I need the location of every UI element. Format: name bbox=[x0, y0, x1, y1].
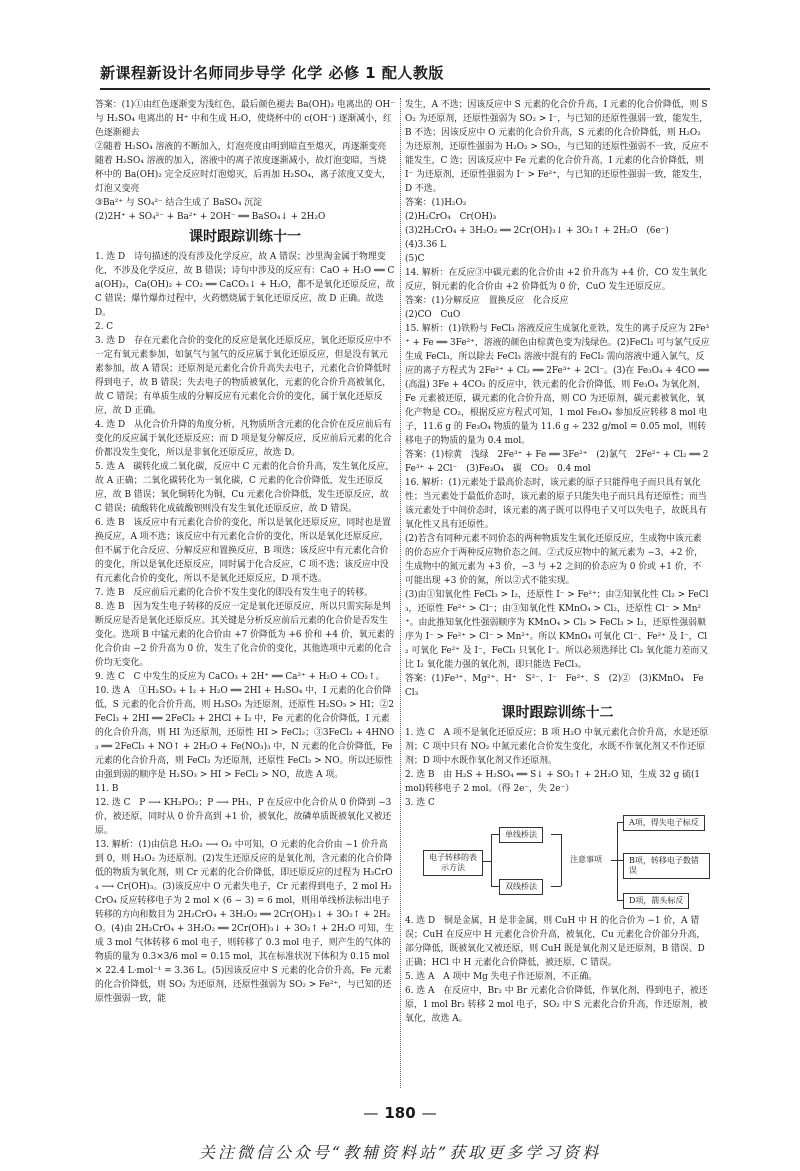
flow-connector bbox=[483, 861, 491, 862]
flow-branch-box: 双线桥法 bbox=[499, 879, 543, 895]
list-item: 答案：(1)Fe³⁺、Mg²⁺、H⁺ S²⁻、I⁻ Fe²⁺、S (2)② (3)KMnO₄ FeCl₃ bbox=[405, 674, 704, 698]
flow-connector bbox=[617, 822, 618, 900]
list-item: (3)2H₂CrO₄ + 3H₂O₂ ══ 2Cr(OH)₃↓ + 3O₂↑ + 2H₂O (6e⁻) bbox=[405, 226, 669, 236]
list-item: 11. B bbox=[95, 784, 119, 794]
list-item: 4. 选 D 从化合价升降的角度分析，凡物质所含元素的化合价在反应前后有变化的反应属于氧化还原反应；而 D 项是复分解反应，反应前后元素的化合价都没发生变化，所以是非氧化还原反应，故选 D。 bbox=[95, 420, 392, 458]
list-item: 6. 选 B 该反应中有元素化合价的变化，所以是氧化还原反应，同时也是置换反应，A 项不选；该反应中有元素化合价的变化，所以是氧化还原反应，但不属于化合反应、分解反应和置换反应，B 项选；该反应中有元素化合价的变化，所以是氧化还原反应，同时属于化合反应，C 项不选；该反应中没有元素化合价的变化，所以不是氧化还原反应，D 项不选。 bbox=[95, 518, 391, 584]
flow-note-box: A项，得失电子标反 bbox=[623, 815, 705, 831]
list-item: 3. 选 C bbox=[405, 798, 435, 808]
section-title: 课时跟踪训练十二 bbox=[501, 705, 614, 721]
list-item: 发生，A 不选；因该反应中 S 元素的化合价升高，I 元素的化合价降低，则 SO₂ 为还原剂，还原性强弱为 SO₂ > I⁻，与已知的还原性强弱一致，能发生，B 不选；因该反应中 O 元素的化合价升高，S 元素的化合价降低，则 H₂O₂ 为还原剂，还原性强弱为 H₂O₂ > SO₂，与已知的还原性强弱不一致，反应不能发生，C 选；因该反应中 Fe 元素的化合价升高，I 元素的化合价降低，则 I⁻ 为还原剂，还原性强弱为 I⁻ > Fe²⁺，与已知的还原性强弱一致，能发生，D 不选。 bbox=[405, 100, 709, 194]
flow-note-box: B项，转移电子数错误 bbox=[623, 853, 710, 879]
flow-connector bbox=[551, 834, 561, 835]
list-item: 答案：(1)分解反应 置换反应 化合反应 bbox=[405, 296, 569, 306]
list-item: 2. C bbox=[95, 322, 114, 332]
list-item: 5. 选 A A 项中 Mg 失电子作还原剂，不正确。 bbox=[405, 972, 598, 982]
list-item: 15. 解析：(1)铁粉与 FeCl₃ 溶液反应生成氯化亚铁，发生的离子反应为 2Fe³⁺ + Fe ══ 3Fe²⁺，溶液的颜色由棕黄色变为浅绿色。(2)FeCl₂ 可与氯气反应生成 FeCl₃，所以除去 FeCl₃ 溶液中混有的 FeCl₂ 需向溶液中通入氯气，反应的离子方程式为 2Fe²⁺ + Cl₂ ══ 2Fe³⁺ + 2Cl⁻。(3)在 Fe₃O₄ + 4CO ══(高温) 3Fe + 4CO₂ 的反应中，铁元素的化合价降低，则 Fe₃O₄ 为氧化剂，Fe 元素被还原，碳元素的化合价升高，则 CO 为还原剂，碳元素被氧化，氧化产物是 CO₂，根据反应方程式可知，1 mol Fe₃O₄ 参加反应转移 8 mol 电子，11.6 g 的 Fe₃O₄ 物质的量为 11.6 g ÷ 232 g/mol = 0.05 mol，则转移电子的物质的量为 0.4 mol。 bbox=[405, 324, 710, 446]
list-item: 7. 选 B 反应前后元素的化合价不发生变化的即没有发生电子的转移。 bbox=[95, 588, 374, 598]
list-item: 13. 解析：(1)由信息 H₂O₂ ⟶ O₂ 中可知，O 元素的化合价由 −1 价升高到 0，则 H₂O₂ 为还原剂。(2)发生还原反应的是氧化剂，含元素的化合价降低的物质为氧化剂，则 Cr 元素的化合价降低，即还原反应的过程为 H₂CrO₄ ⟶ Cr(OH)₃。(3)该反应中 O 元素失电子，Cr 元素得到电子，2 mol H₂CrO₄ 反应转移电子为 2 mol × (6 − 3) = 6 mol，则用单线桥法标出电子转移的方向和数目为 2H₂CrO₄ + 3H₂O₂ ══ 2Cr(OH)₃↓ + 3O₂↑ + 2H₂O。(4)由 2H₂CrO₄ + 3H₂O₂ ══ 2Cr(OH)₃↓ + 3O₂↑ + 2H₂O 可知，生成 3 mol 气体转移 6 mol 电子，则转移了 0.3 mol 电子，则产生的气体的物质的量为 0.3×3/6 mol = 0.15 mol，其在标准状况下体积为 0.15 mol × 22.4 L·mol⁻¹ = 3.36 L。(5)因该反应中 S 元素的化合价升高，Fe 元素的化合价降低，则 SO₂ 为还原剂，还原性强弱为 SO₂ > Fe²⁺，与已知的还原性强弱一致，能 bbox=[95, 840, 394, 1004]
list-item: 1. 选 C A 项不是氧化还原反应；B 项 H₂O 中氧元素化合价升高，水是还原剂；C 项中只有 NO₂ 中氮元素化合价发生变化，水既不作氧化剂又不作还原剂；D 项中水既作氧化剂又作还原剂。 bbox=[405, 728, 709, 766]
list-item: 9. 选 C C 中发生的反应为 CaCO₃ + 2H⁺ ══ Ca²⁺ + H₂O + CO₂↑。 bbox=[95, 672, 385, 682]
list-item: (2)H₂CrO₄ Cr(OH)₃ bbox=[405, 212, 497, 222]
left-column bbox=[95, 98, 395, 1098]
flow-diagram bbox=[423, 814, 710, 910]
list-item: 12. 选 C P ⟶ KH₂PO₂；P ⟶ PH₃，P 在反应中化合价从 0 价降到 −3 价，被还原，同时从 0 价升高到 +1 价，被氧化，故磷单质既被氧化又被还原。 bbox=[95, 798, 392, 836]
list-item: (2)若含有同种元素不同价态的两种物质发生氧化还原反应，生成物中该元素的价态应介于两种反应物价态之间。②式反应物中的氮元素为 −3、+2 价，生成物中的氮元素为 +3 价，−3 与 +2 之间的价态应为 0 价或 +1 价，不可能出现 +3 价的氮，所以②式不能实现。 bbox=[405, 534, 704, 586]
flow-connector bbox=[491, 834, 499, 835]
page-header bbox=[100, 60, 710, 90]
list-item: 2. 选 B 由 H₂S + H₂SO₄ ══ S↓ + SO₂↑ + 2H₂O 知，生成 32 g 硫(1 mol)转移电子 2 mol。（得 2e⁻，失 2e⁻） bbox=[405, 770, 701, 794]
flow-branch-box: 单线桥法 bbox=[499, 827, 543, 843]
flow-connector bbox=[491, 886, 499, 887]
answer-paragraph: (2)2H⁺ + SO₄²⁻ + Ba²⁺ + 2OH⁻ ══ BaSO₄↓ + 2H₂O bbox=[95, 212, 326, 222]
list-item: 答案：(1)棕黄 浅绿 2Fe³⁺ + Fe ══ 3Fe²⁺ (2)氯气 2Fe²⁺ + Cl₂ ══ 2Fe³⁺ + 2Cl⁻ (3)Fe₃O₄ 碳 CO₂ 0.4 mol bbox=[405, 450, 709, 474]
footer-note: 关注微信公众号“教辅资料站”获取更多学习资料 bbox=[198, 1143, 602, 1162]
list-item: 6. 选 A 在反应中，Br₂ 中 Br 元素化合价降低，作氧化剂，得到电子，被还原，1 mol Br₂ 转移 2 mol 电子，SO₂ 中 S 元素化合价升高，作还原剂，被氧化，故选 A。 bbox=[405, 986, 708, 1024]
answer-paragraph: ②随着 H₂SO₄ 溶液的不断加入，灯泡亮度由明到暗直至熄灭，再逐渐变亮 随着 H₂SO₄ 溶液的加入，溶液中的离子浓度逐渐减小，故灯泡变暗，当烧杯中的 Ba(OH)₂ 完全反应时灯泡熄灭，后再加 H₂SO₄，离子浓度又变大，灯泡又变亮 bbox=[95, 142, 395, 194]
list-item: 14. 解析：在反应③中碳元素的化合价由 +2 价升高为 +4 价，CO 发生氧化反应，铜元素的化合价由 +2 价降低为 0 价，CuO 发生还原反应。 bbox=[405, 268, 708, 292]
answer-paragraph: ③Ba²⁺ 与 SO₄²⁻ 结合生成了 BaSO₄ 沉淀 bbox=[95, 198, 262, 208]
flow-note-box: D项，箭头标反 bbox=[623, 893, 689, 909]
section-title: 课时跟踪训练十一 bbox=[189, 229, 301, 245]
list-item: 答案：(1)H₂O₂ bbox=[405, 198, 467, 208]
list-item: 5. 选 A 碳转化成二氧化碳，反应中 C 元素的化合价升高，发生氧化反应，故 A 正确；二氧化碳转化为一氧化碳，C 元素的化合价降低，发生还原反应，故 B 错误；氧化铜转化为铜，Cu 元素化合价降低，发生还原反应，故 C 错误；硫酸转化成硫酸钡则没有发生氧化还原反应，故 D 错误。 bbox=[95, 462, 395, 514]
list-item: (3)由①知氧化性 FeCl₃ > I₂，还原性 I⁻ > Fe²⁺；由②知氧化性 Cl₂ > FeCl₃，还原性 Fe²⁺ > Cl⁻；由③知氧化性 KMnO₄ > Cl₂，还原性 Cl⁻ > Mn²⁺。由此推知氧化性强弱顺序为 KMnO₄ > Cl₂ > FeCl₃ > I₂，还原性强弱顺序为 I⁻ > Fe²⁺ > Cl⁻ > Mn²⁺。所以 KMnO₄ 可氧化 Cl⁻、Fe²⁺ 及 I⁻，Cl₂ 可氧化 Fe²⁺ 及 I⁻，FeCl₃ 只氧化 I⁻。所以必须选择比 Cl₂ 氧化能力差而又比 I₂ 氧化能力强的氧化剂，即只能选 FeCl₃。 bbox=[405, 590, 709, 670]
flow-connector bbox=[551, 886, 561, 887]
flow-root-box: 电子转移的表示方法 bbox=[423, 850, 483, 876]
right-column bbox=[405, 98, 710, 1098]
flow-connector bbox=[561, 834, 562, 886]
list-item: 8. 选 B 因为发生电子转移的反应一定是氧化还原反应，所以只需实际是判断反应是否是氧化还原反应。其关键是分析反应前后元素的化合价是否发生变化。选项 B 中锰元素的化合价由 +7 价降低为 +6 价和 +4 价，氧元素的化合价由 −2 价升高为 0 价，发生了化合价的变化，其他选项中元素的化合价均无变化。 bbox=[95, 602, 395, 668]
flow-connector bbox=[491, 834, 492, 886]
column-divider bbox=[400, 98, 401, 1088]
page-number: — 180 — bbox=[0, 1104, 800, 1122]
list-item: (5)C bbox=[405, 254, 425, 264]
list-item: 3. 选 D 存在元素化合价的变化的反应是氧化还原反应，氧化还原反应中不一定有氧元素参加，如氯气与氢气的反应属于氧化还原反应，但是没有氧元素参加，故 A 错误；还原剂是元素化合价升高失去电子，元素化合价降低时得到电子，故 B 错误；失去电子的物质被氧化，元素的化合价升高被氧化，故 C 错误；有单质生成的分解反应有元素化合价的变化，属于氧化还原反应，故 D 正确。 bbox=[95, 336, 392, 416]
list-item: 16. 解析：(1)元素处于最高价态时，该元素的原子只能得电子而只具有氧化性；当元素处于最低价态时，该元素的原子只能失电子而只具有还原性；而当该元素处于中间价态时，该元素的离子既可以得电子又可以失电子，故既具有氧化性又具有还原性。 bbox=[405, 478, 707, 530]
list-item: 4. 选 D 铜是金属，H 是非金属，则 CuH 中 H 的化合价为 −1 价，A 错误；CuH 在反应中 H 元素化合价升高，被氧化，Cu 元素化合价部分升高，部分降低，既被氧化又被还原，则 CuH 既是氧化剂又是还原剂，B 错误、D 正确；HCl 中 H 元素化合价降低，被还原，C 错误。 bbox=[405, 916, 706, 968]
list-item: (4)3.36 L bbox=[405, 240, 447, 250]
flow-middle-label: 注意事项 bbox=[565, 853, 607, 867]
answer-paragraph: 答案：(1)①由红色逐渐变为浅红色，最后颜色褪去 Ba(OH)₂ 电离出的 OH⁻ 与 H₂SO₄ 电离出的 H⁺ 中和生成 H₂O，使烧杯中的 c(OH⁻) 逐渐减小，红色逐渐褪去 bbox=[95, 100, 395, 138]
list-item: 10. 选 A ①H₂SO₃ + I₂ + H₂O ══ 2HI + H₂SO₄ 中，I 元素的化合价降低，S 元素的化合价升高，则 H₂SO₃ 为还原剂，还原性 H₂SO₃ > HI；②2FeCl₃ + 2HI ══ 2FeCl₂ + 2HCl + I₂ 中，Fe 元素的化合价降低，I 元素的化合价升高，则 HI 为还原剂，还原性 HI > FeCl₂；③3FeCl₂ + 4HNO₃ ══ 2FeCl₃ + NO↑ + 2H₂O + Fe(NO₃)₃ 中，N 元素的化合价降低，Fe 元素的化合价升高，则 FeCl₂ 为还原剂，还原性 FeCl₂ > NO。所以还原性由强到弱的顺序是 H₂SO₃ > HI > FeCl₂ > NO，故选 A 项。 bbox=[95, 686, 395, 780]
header-title: 新课程新设计名师同步导学 化学 必修 1 配人教版 bbox=[100, 64, 444, 82]
list-item: (2)CO CuO bbox=[405, 310, 461, 320]
list-item: 1. 选 D 诗句描述的没有涉及化学反应，故 A 错误；沙里淘金属于物理变化，不涉及化学反应，故 B 错误；诗句中涉及的反应有：CaO + H₂O ══ Ca(OH)₂，Ca(OH)₂ + CO₂ ══ CaCO₃↓ + H₂O，都不是氧化还原反应，故 C 错误；爆竹爆炸过程中，火药燃烧属于氧化还原反应，故 D 正确。故选 D。 bbox=[95, 252, 395, 318]
